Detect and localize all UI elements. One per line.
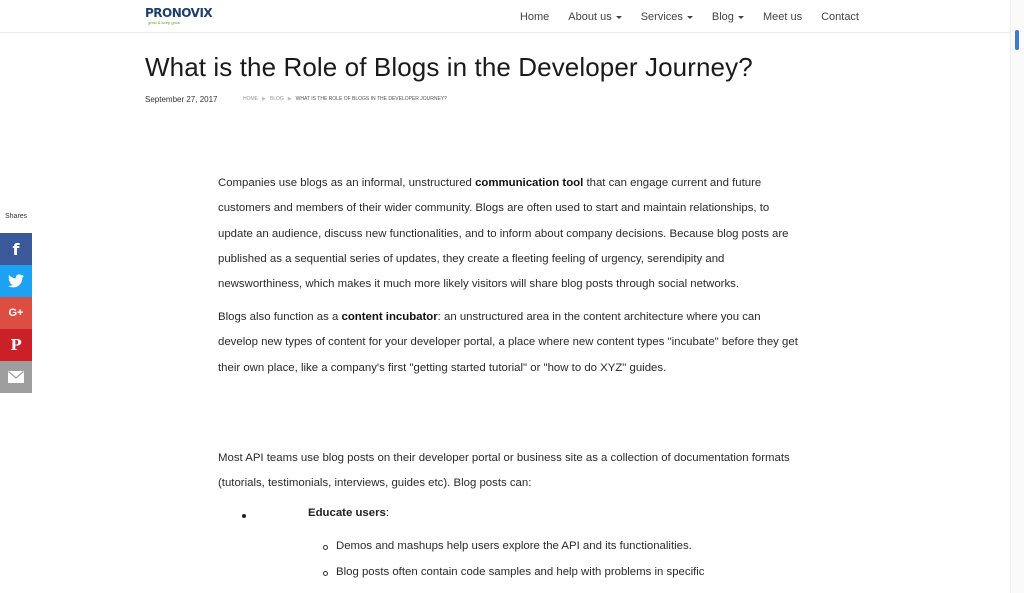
paragraph-content-incubator: Blogs also function as a content incubator: an unstructured area in the content architecture where you can develop new types of content for your developer portal, a place where new content types "incubate" before they get their own place, like a company's first "getting started tutorial" or "how to do XYZ" guides. xyxy=(218,311,798,374)
sub-list-item: Demos and mashups help users explore the API and its functionalities. xyxy=(336,540,692,552)
sub-bullet-icon xyxy=(323,545,328,550)
email-share-button[interactable] xyxy=(0,361,32,393)
shares-label: Shares xyxy=(5,213,28,220)
bold-content-incubator: content incubator xyxy=(341,311,438,323)
breadcrumb-separator-icon: ▶ xyxy=(262,96,266,102)
nav-meet-us[interactable]: Meet us xyxy=(762,10,803,23)
post-date: September 27, 2017 xyxy=(145,95,218,104)
page-title: What is the Role of Blogs in the Developer Journey? xyxy=(145,52,753,82)
sub-list-item: Blog posts often contain code samples and help with problems in specific xyxy=(336,566,705,578)
list-bullet-icon xyxy=(242,514,246,518)
nav-contact[interactable]: Contact xyxy=(821,10,859,23)
nav-blog[interactable]: Blog xyxy=(712,11,744,23)
breadcrumb-blog[interactable]: BLOG xyxy=(269,96,284,102)
nav-about-us[interactable]: About us xyxy=(568,11,621,23)
paragraph-intro: Companies use blogs as an informal, unstructured communication tool that can engage current and future customers and members of their wider community. Blogs are often used to start and maintain relationships, to update an audience, discuss new functionalities, and to inform about company decisions. Because blog posts are published as a sequential series of updates, they create a fleeting feeling of urgency, serendipity and newsworthiness, which makes it much more likely visitors will share blog posts through social networks. xyxy=(218,177,789,291)
email-icon xyxy=(8,371,24,383)
twitter-share-button[interactable] xyxy=(0,265,32,297)
pronovix-logo[interactable] xyxy=(145,6,213,28)
pinterest-share-button[interactable] xyxy=(0,329,32,361)
google-plus-icon: G+ xyxy=(8,307,24,319)
twitter-icon xyxy=(8,274,24,288)
chevron-down-icon xyxy=(616,16,622,19)
breadcrumb-home[interactable]: HOME xyxy=(243,96,258,102)
chevron-down-icon xyxy=(687,16,693,19)
logo-tagline: grow & keep grow xyxy=(148,20,181,25)
paragraph-api-teams: Most API teams use blog posts on their developer portal or business site as a collection of documentation formats (tutorials, testimonials, interviews, guides etc). Blog posts can: xyxy=(218,452,790,490)
sub-bullet-icon xyxy=(323,571,328,576)
nav-services[interactable]: Services xyxy=(641,11,693,23)
breadcrumb-current: WHAT IS THE ROLE OF BLOGS IN THE DEVELOPER JOURNEY? xyxy=(295,96,447,102)
bold-communication-tool: communication tool xyxy=(475,177,584,189)
nav-home[interactable]: Home xyxy=(519,10,550,23)
breadcrumb-separator-icon: ▶ xyxy=(287,96,292,102)
facebook-share-button[interactable] xyxy=(0,233,32,265)
main-nav xyxy=(520,0,859,33)
site-header xyxy=(0,0,1010,33)
logo-text: PRONOVIX xyxy=(145,6,213,20)
page-scrollbar[interactable] xyxy=(1010,0,1024,593)
scrollbar-thumb[interactable] xyxy=(1015,30,1019,50)
google-plus-share-button[interactable] xyxy=(0,297,32,329)
chevron-down-icon xyxy=(738,16,744,19)
breadcrumb xyxy=(243,96,447,102)
pinterest-icon: P xyxy=(10,336,22,354)
list-item-educate-users: Educate users: xyxy=(308,507,390,519)
facebook-icon: f xyxy=(12,239,20,259)
